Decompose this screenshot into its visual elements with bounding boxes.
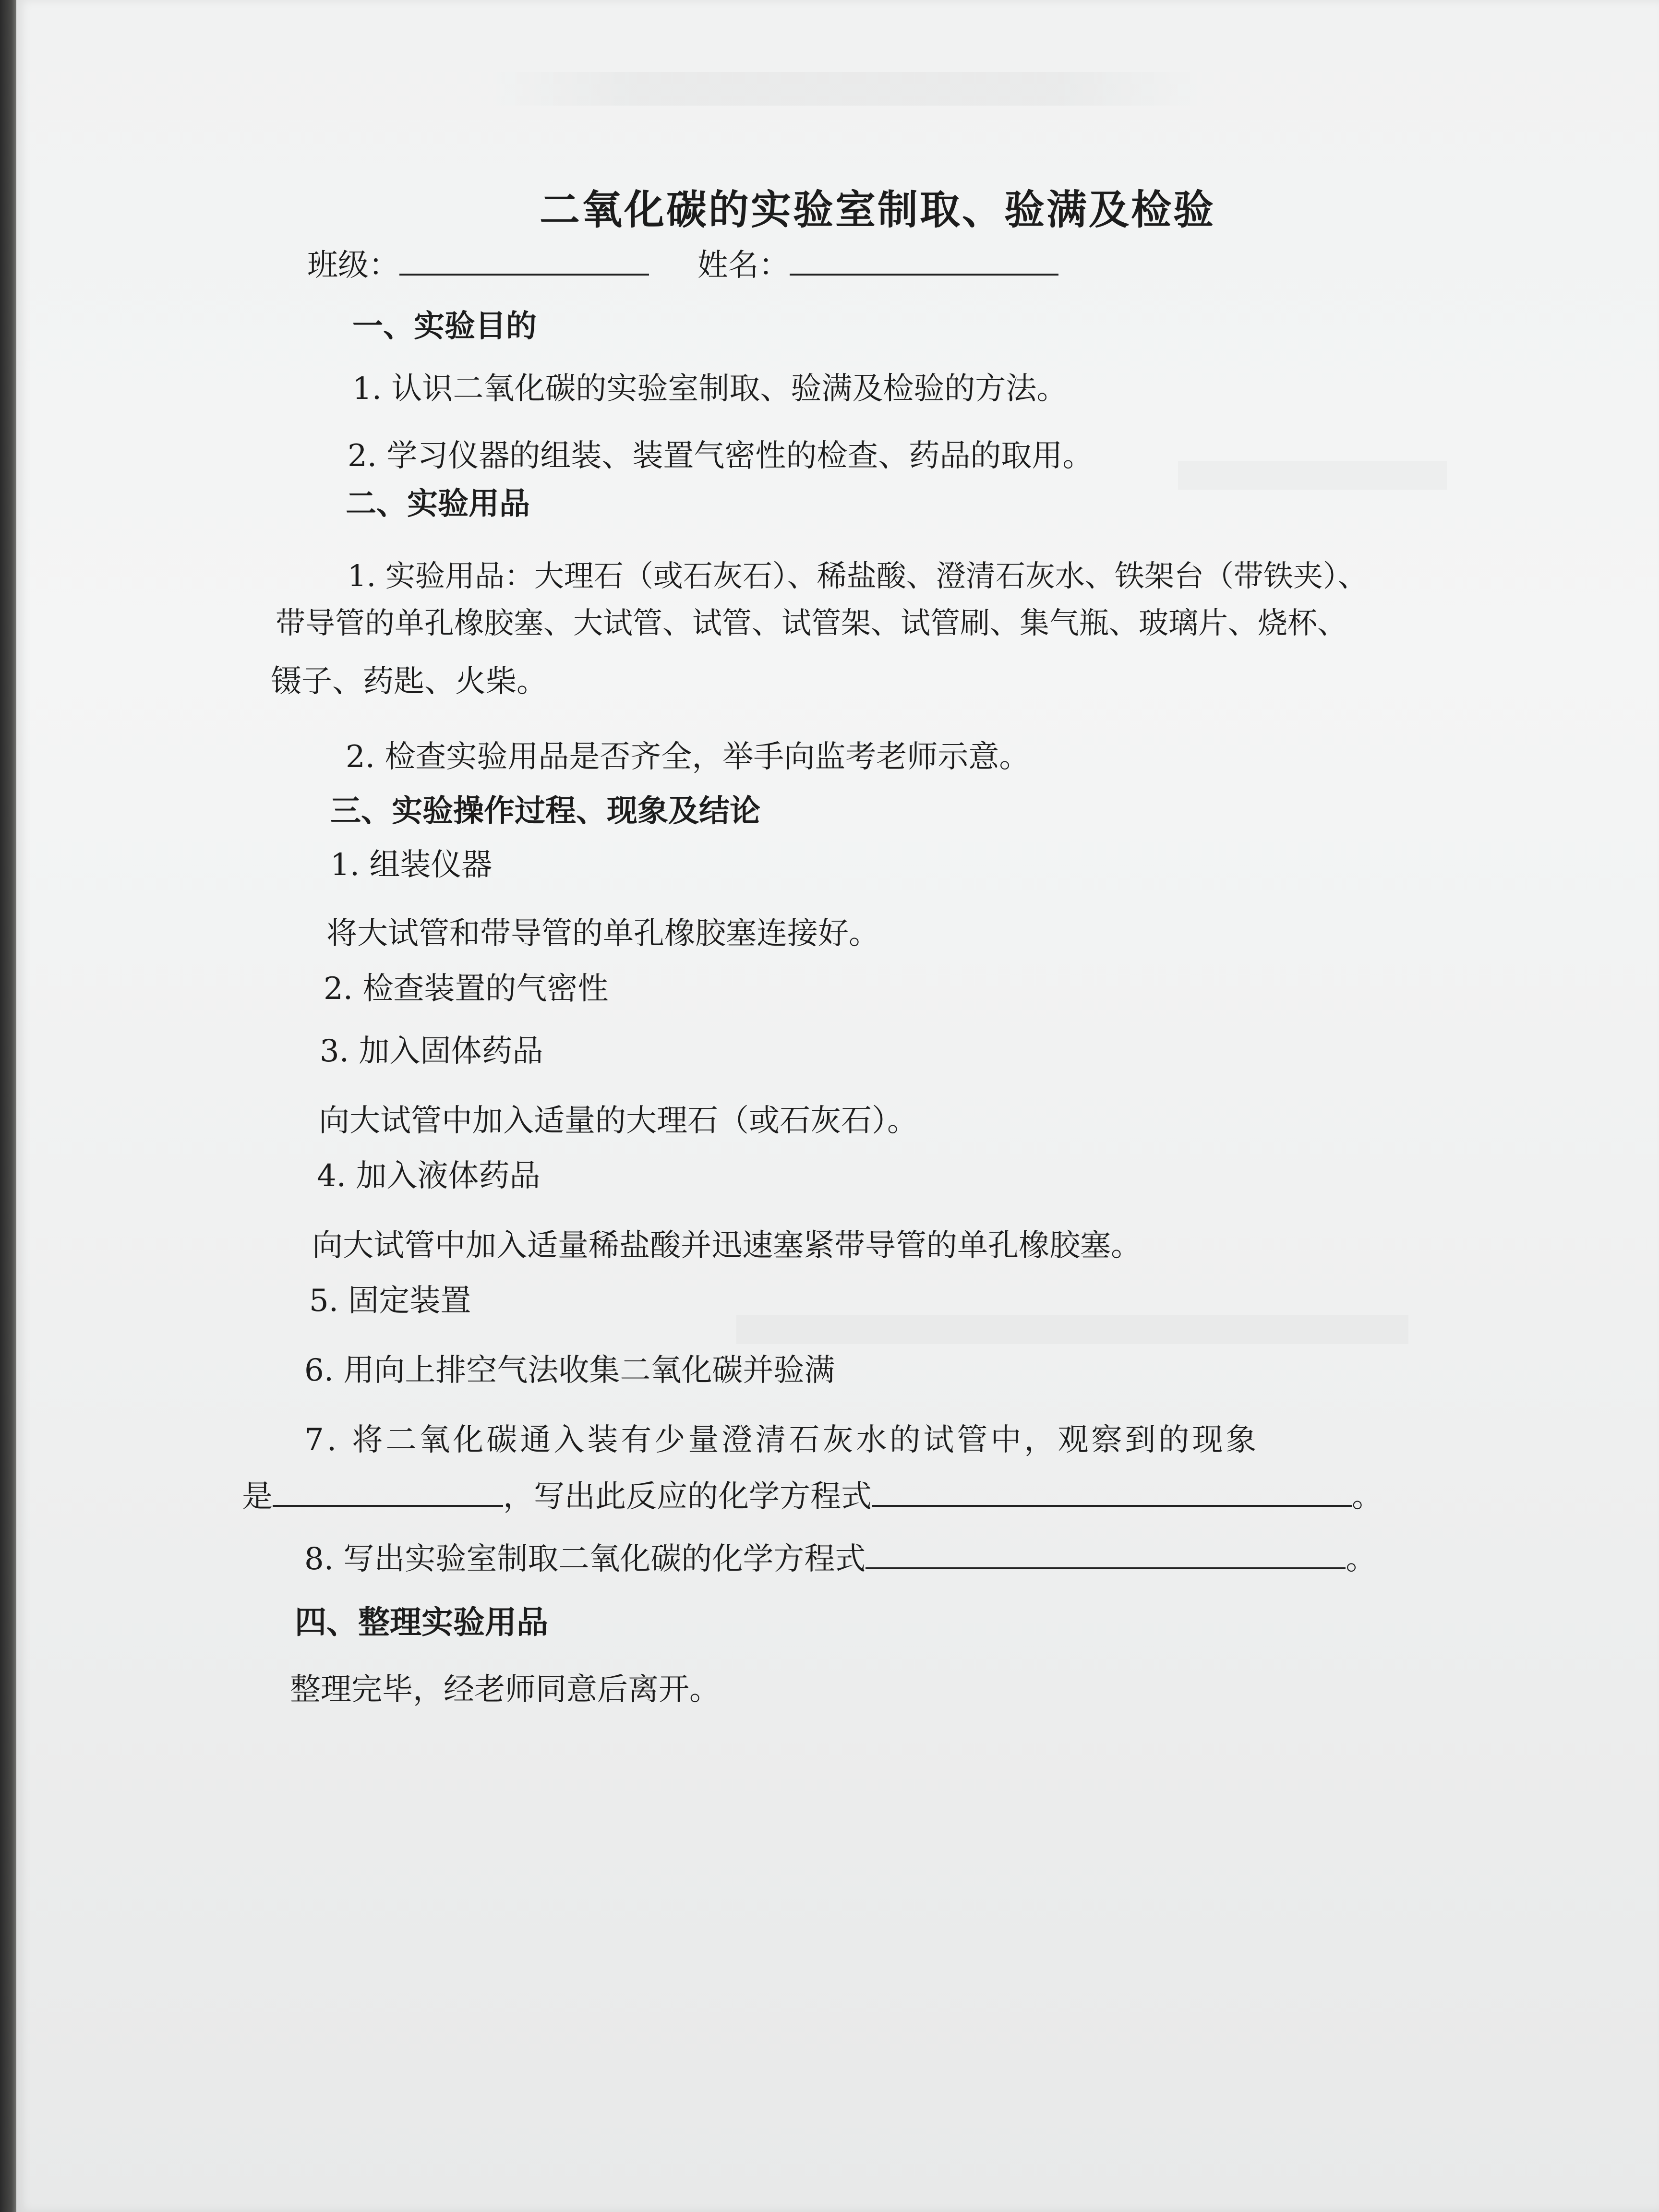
step-7-prefix: 是 — [242, 1479, 273, 1515]
step-5-title: 5. 固定装置 — [309, 1283, 471, 1319]
step-7-mid: ，写出此反应的化学方程式 — [503, 1479, 872, 1515]
class-name-row — [307, 245, 1058, 285]
materials-item-1-line1: 1. 实验用品：大理石（或石灰石）、稀盐酸、澄清石灰水、铁架台（带铁夹）、 — [348, 558, 1368, 593]
name-label: 姓名： — [697, 248, 790, 283]
purpose-item-2: 2. 学习仪器的组装、装置气密性的检查、药品的取用。 — [348, 438, 1094, 474]
name-field[interactable] — [790, 245, 1058, 276]
worksheet-paper — [16, 0, 1659, 2212]
step-2-title: 2. 检查装置的气密性 — [324, 971, 609, 1007]
step-6-title: 6. 用向上排空气法收集二氧化碳并验满 — [304, 1353, 835, 1388]
show-through-texture — [1178, 461, 1447, 490]
step-7-line1: 7. 将二氧化碳通入装有少量澄清石灰水的试管中，观察到的现象 — [304, 1422, 1260, 1458]
lab-equation-field[interactable] — [866, 1539, 1346, 1569]
step-4-title: 4. 加入液体药品 — [317, 1158, 541, 1194]
cleanup-description: 整理完毕，经老师同意后离开。 — [290, 1672, 720, 1707]
step-1-title: 1. 组装仪器 — [330, 847, 493, 883]
show-through-texture — [736, 1315, 1408, 1344]
purpose-item-1: 1. 认识二氧化碳的实验室制取、验满及检验的方法。 — [352, 371, 1068, 407]
step-4-description: 向大试管中加入适量稀盐酸并迅速塞紧带导管的单孔橡胶塞。 — [312, 1228, 1142, 1263]
step-7-end: 。 — [1352, 1479, 1382, 1515]
materials-item-1-line3: 镊子、药匙、火柴。 — [271, 664, 547, 699]
step-7-line2 — [242, 1476, 1382, 1516]
section-heading-materials: 二、实验用品 — [346, 486, 530, 522]
class-field[interactable] — [399, 245, 649, 276]
materials-item-1-line2: 带导管的单孔橡胶塞、大试管、试管、试管架、试管刷、集气瓶、玻璃片、烧杯、 — [276, 605, 1347, 640]
class-label: 班级： — [307, 248, 399, 283]
phenomenon-field[interactable] — [273, 1476, 503, 1507]
show-through-texture — [487, 72, 1207, 106]
step-3-description: 向大试管中加入适量的大理石（或石灰石）。 — [319, 1103, 918, 1139]
step-1-description: 将大试管和带导管的单孔橡胶塞连接好。 — [326, 916, 879, 951]
section-heading-cleanup: 四、整理实验用品 — [295, 1604, 548, 1641]
step-8-text: 8. 写出实验室制取二氧化碳的化学方程式 — [304, 1541, 866, 1577]
step-3-title: 3. 加入固体药品 — [320, 1034, 543, 1069]
reaction-equation-field[interactable] — [872, 1476, 1352, 1507]
section-heading-procedure: 三、实验操作过程、现象及结论 — [330, 793, 760, 829]
document-title: 二氧化碳的实验室制取、验满及检验 — [540, 186, 1216, 233]
materials-item-2: 2. 检查实验用品是否齐全，举手向监考老师示意。 — [346, 739, 1030, 775]
step-8-end: 。 — [1346, 1541, 1377, 1577]
section-heading-purpose: 一、实验目的 — [352, 309, 537, 344]
step-8-line — [304, 1539, 1376, 1578]
